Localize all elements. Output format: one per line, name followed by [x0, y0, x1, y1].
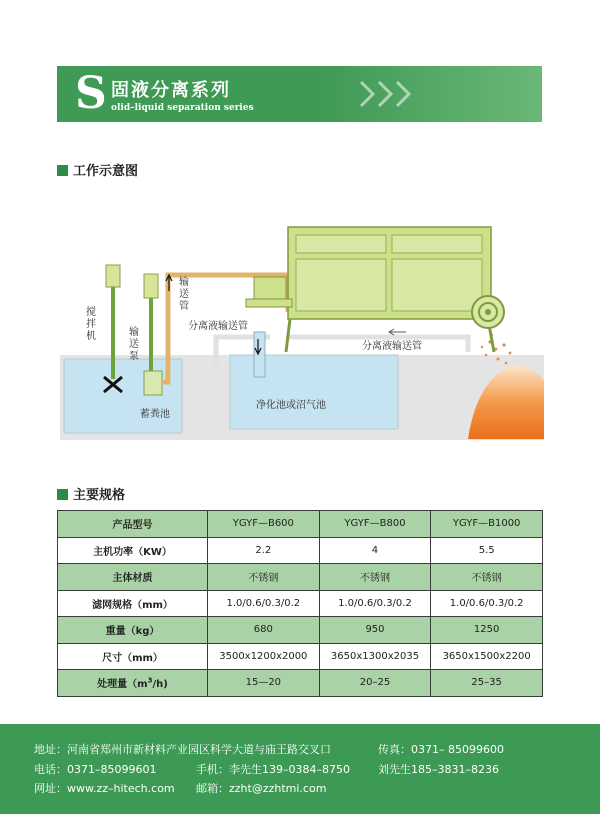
footer-mobile-li: 手机：李先生139–0384–8750	[196, 763, 350, 776]
table-cell: 2.2	[208, 537, 320, 564]
table-cell: 主机功率（KW）	[58, 537, 208, 564]
table-cell: 15—20	[208, 670, 320, 697]
banner-gradient	[322, 66, 542, 122]
table-cell: 不锈钢	[319, 564, 431, 591]
label-pump: 输送泵	[129, 327, 139, 362]
table-cell	[58, 670, 208, 697]
footer-website[interactable]: 网址：www.zz–hitech.com	[34, 782, 175, 795]
table-cell: 4	[319, 537, 431, 564]
label-separated-liquid-pipe-right: 分离液输送管	[362, 341, 422, 352]
table-row	[58, 590, 543, 617]
table-cell: 产品型号	[58, 511, 208, 538]
table-cell: 3650x1300x2035	[319, 643, 431, 670]
label-stirrer: 搅拌机	[86, 307, 96, 342]
table-cell: 950	[319, 617, 431, 644]
footer-mobile-liu: 刘先生185–3831–8236	[378, 763, 499, 776]
table-cell: 5.5	[431, 537, 543, 564]
label-transfer-pipe: 输送管	[179, 277, 189, 312]
label-separated-liquid-pipe-left: 分离液输送管	[188, 321, 248, 332]
table-cell: 3650x1500x2200	[431, 643, 543, 670]
table-row	[58, 511, 543, 538]
table-cell: YGYF—B1000	[431, 511, 543, 538]
footer-phone: 电话：0371–85099601	[34, 763, 157, 776]
footer-email[interactable]: 邮箱：zzht@zzhtmi.com	[196, 782, 327, 795]
table-cell: 尺寸（mm）	[58, 643, 208, 670]
table-cell: 主体材质	[58, 564, 208, 591]
working-diagram	[58, 217, 544, 442]
chevron-right-icon	[357, 76, 427, 112]
table-cell: 1.0/0.6/0.3/0.2	[431, 590, 543, 617]
table-cell: 3500x1200x2000	[208, 643, 320, 670]
table-cell: 不锈钢	[208, 564, 320, 591]
table-cell: 不锈钢	[431, 564, 543, 591]
table-cell: YGYF—B600	[208, 511, 320, 538]
table-row	[58, 617, 543, 644]
section-title-specs-text: 主要规格	[73, 488, 126, 503]
label-purification-pool: 净化池或沼气池	[256, 400, 326, 411]
table-cell: 680	[208, 617, 320, 644]
table-cell: 20–25	[319, 670, 431, 697]
section-title-diagram-text: 工作示意图	[73, 164, 139, 179]
table-row	[58, 643, 543, 670]
table-row	[58, 564, 543, 591]
footer-fax: 传真：0371– 85099600	[378, 743, 504, 756]
footer-address: 地址：河南省郑州市新材料产业园区科学大道与庙王路交叉口	[34, 743, 331, 756]
capacity-label-sup: 3	[147, 676, 153, 685]
section-title-diagram	[57, 160, 138, 179]
table-cell: 1.0/0.6/0.3/0.2	[319, 590, 431, 617]
banner-subtitle: olid–liquid separation series	[111, 103, 254, 113]
section-title-specs	[57, 484, 125, 503]
table-cell: 1.0/0.6/0.3/0.2	[208, 590, 320, 617]
square-bullet-icon	[57, 489, 68, 500]
banner-initial-letter: S	[75, 68, 107, 119]
table-row	[58, 537, 543, 564]
table-cell: 重量（kg）	[58, 617, 208, 644]
header-banner	[57, 66, 542, 122]
table-cell: 1250	[431, 617, 543, 644]
banner-title: 固液分离系列	[111, 80, 231, 101]
table-row	[58, 670, 543, 697]
table-cell: 滤网规格（mm）	[58, 590, 208, 617]
contact-footer	[0, 724, 600, 814]
capacity-label-prefix: 处理量（m	[97, 679, 148, 691]
capacity-label-suffix: /h)	[152, 679, 168, 691]
label-manure-pit: 蓄粪池	[140, 409, 170, 420]
table-cell: 25–35	[431, 670, 543, 697]
square-bullet-icon	[57, 165, 68, 176]
table-cell: YGYF—B800	[319, 511, 431, 538]
spec-table	[57, 510, 543, 697]
